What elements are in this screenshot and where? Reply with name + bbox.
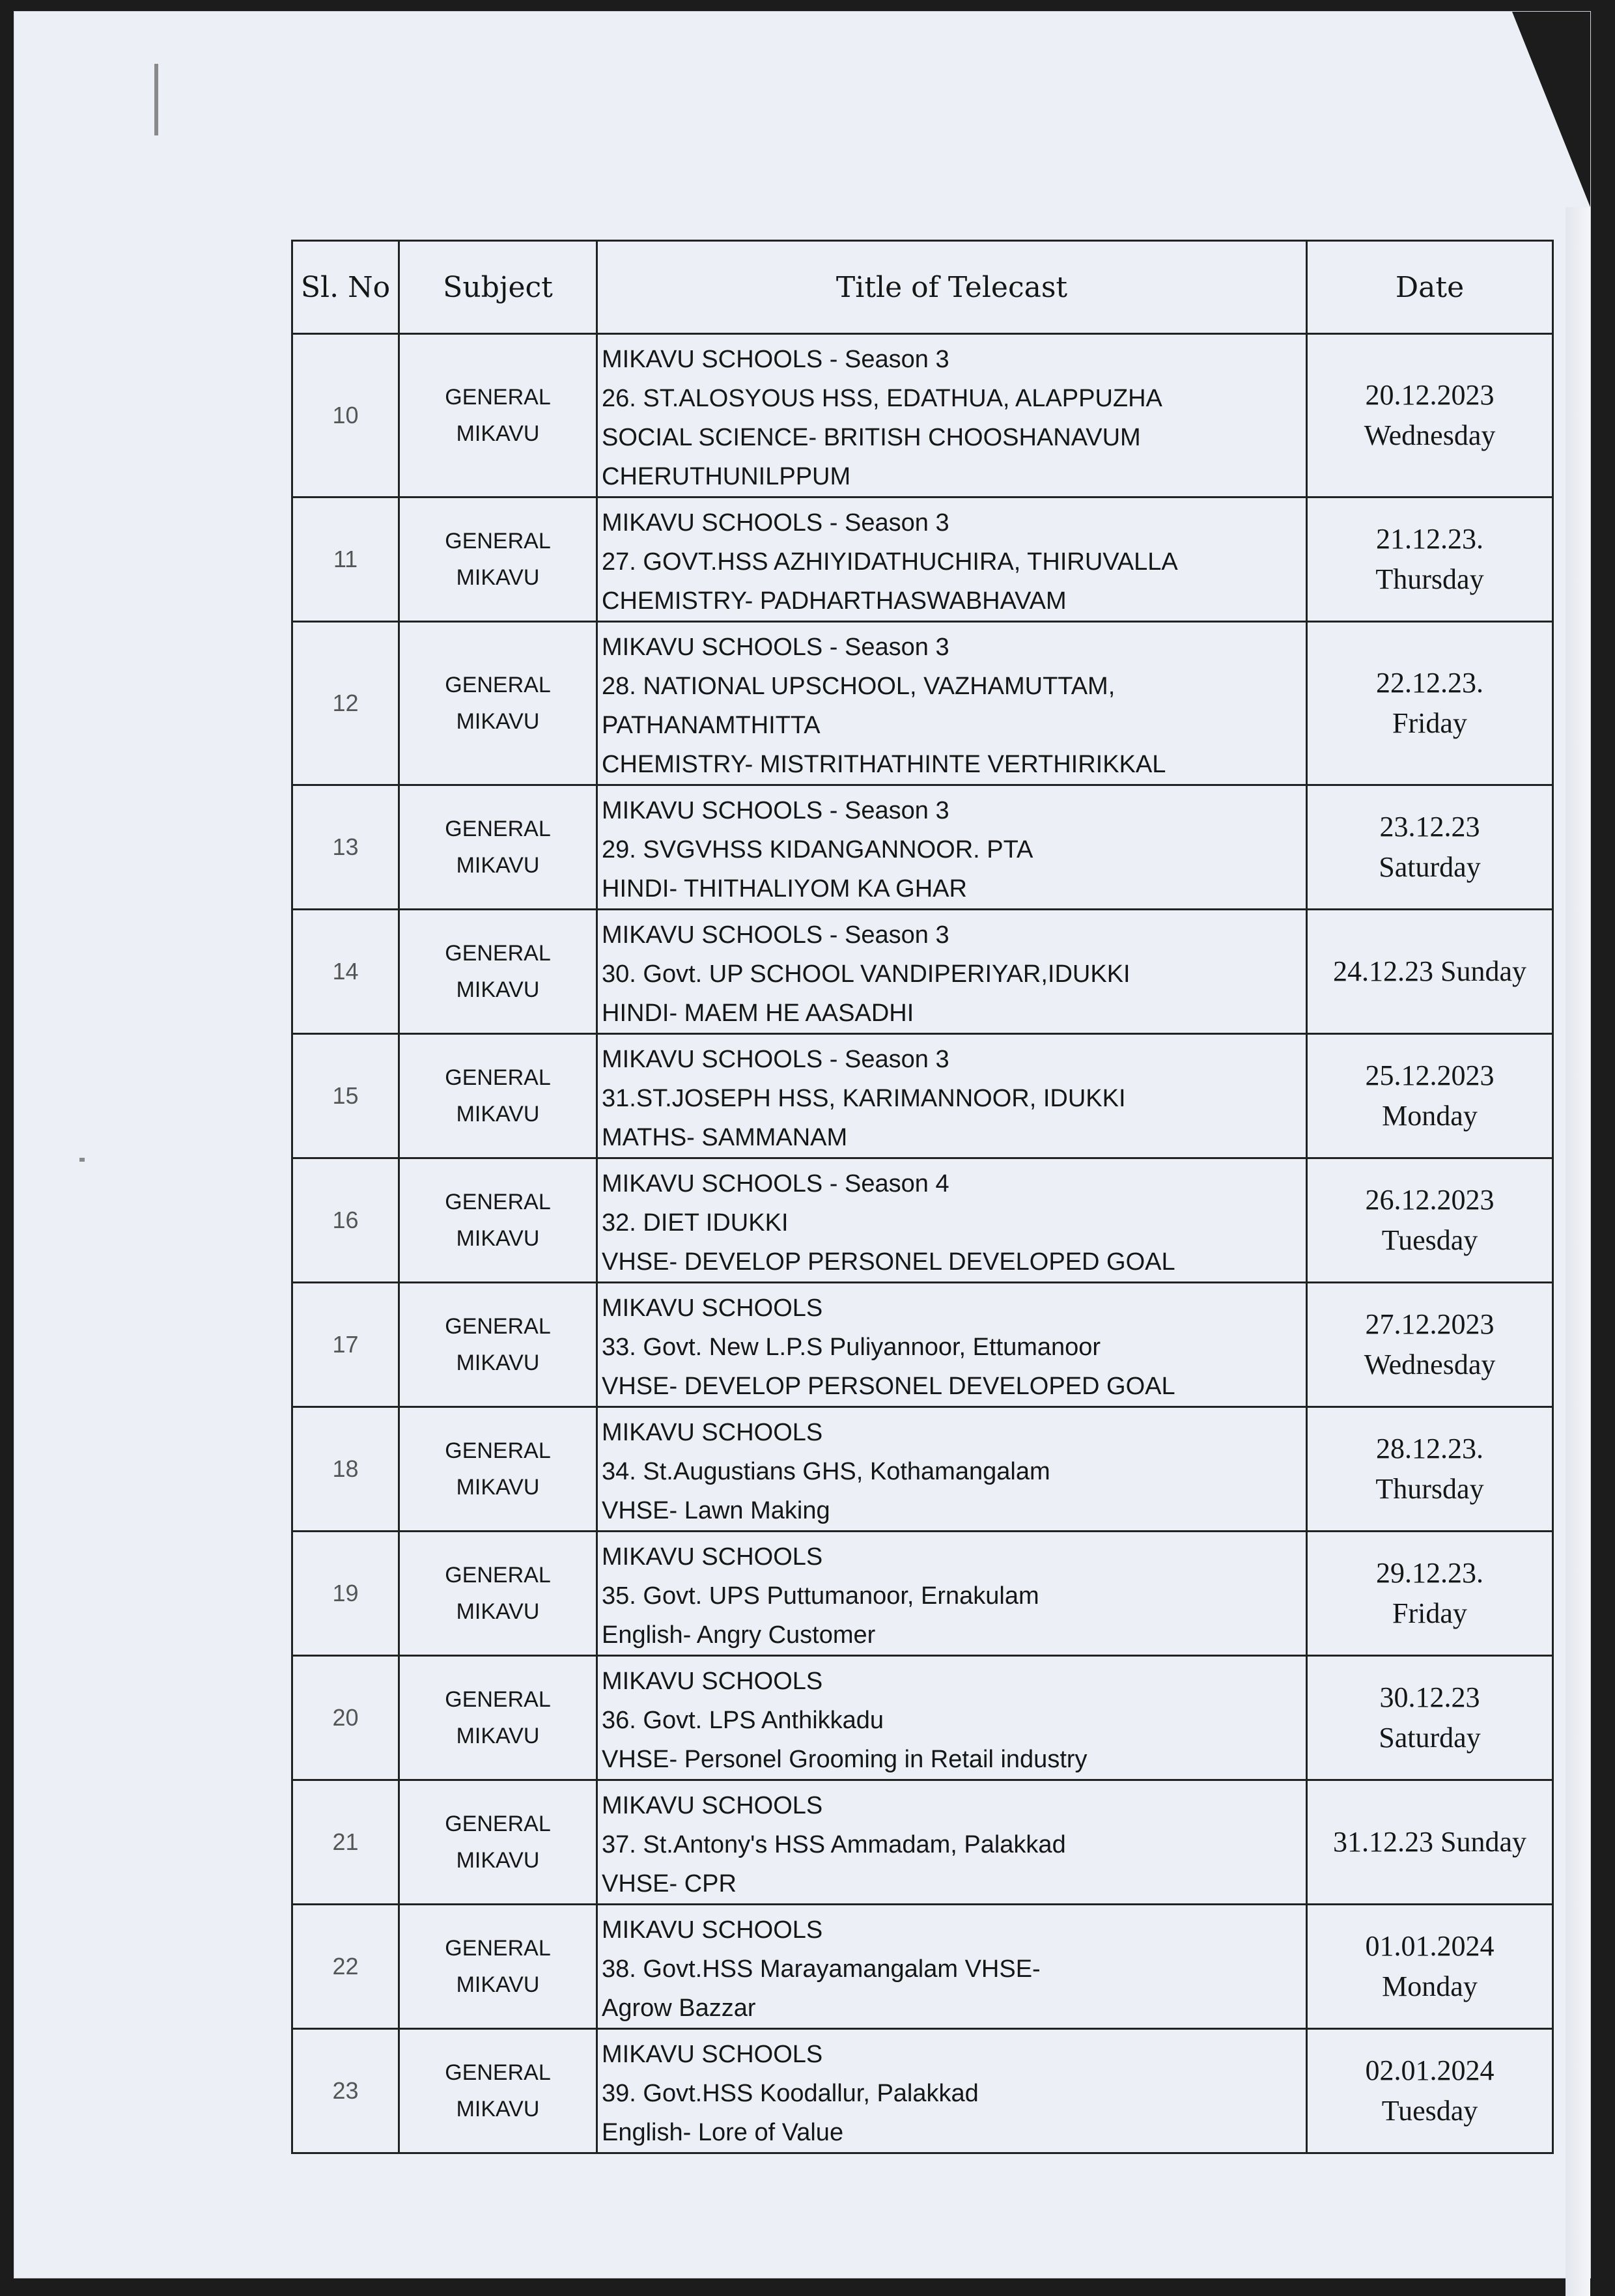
cell-date-line: 01.01.2024 bbox=[1365, 1930, 1495, 1962]
header-title: Title of Telecast bbox=[597, 241, 1307, 334]
table-row bbox=[292, 1407, 1553, 1532]
telecast-table-wrapper bbox=[291, 240, 1554, 2154]
cell-title-line: HINDI- THITHALIYOM KA GHAR bbox=[602, 875, 967, 903]
cell-title-line: 29. SVGVHSS KIDANGANNOOR. PTA bbox=[602, 836, 1033, 863]
cell-subject-line: GENERAL bbox=[445, 529, 551, 553]
cell-subject-line: MIKAVU bbox=[456, 1724, 540, 1748]
cell-title-line: 26. ST.ALOSYOUS HSS, EDATHUA, ALAPPUZHA bbox=[602, 385, 1162, 412]
cell-subject-line: GENERAL bbox=[445, 1812, 551, 1836]
table-row bbox=[292, 1034, 1553, 1158]
cell-title-line: VHSE- Personel Grooming in Retail industry bbox=[602, 1746, 1088, 1773]
cell-date-line: 25.12.2023 bbox=[1365, 1059, 1495, 1091]
cell-date-line: 23.12.23 bbox=[1379, 811, 1480, 843]
cell-date bbox=[1307, 1158, 1553, 1283]
cell-title-line: 27. GOVT.HSS AZHIYIDATHUCHIRA, THIRUVALLA bbox=[602, 548, 1178, 576]
page-edge-shadow bbox=[1566, 207, 1590, 2296]
table-row bbox=[292, 497, 1553, 622]
cell-title-line: MIKAVU SCHOOLS bbox=[602, 1419, 823, 1446]
cell-title-line: MIKAVU SCHOOLS bbox=[602, 1543, 823, 1571]
cell-title bbox=[597, 1656, 1307, 1780]
cell-subject-line: GENERAL bbox=[445, 673, 551, 697]
paper-sheet bbox=[14, 12, 1590, 2278]
cell-sl-no: 12 bbox=[292, 622, 399, 785]
cell-subject bbox=[399, 497, 597, 622]
cell-subject-line: GENERAL bbox=[445, 1438, 551, 1463]
cell-title-line: 34. St.Augustians GHS, Kothamangalam bbox=[602, 1458, 1050, 1485]
table-row bbox=[292, 910, 1553, 1034]
page-fold-corner bbox=[1512, 12, 1590, 207]
telecast-schedule-table bbox=[291, 240, 1554, 2154]
cell-title bbox=[597, 1532, 1307, 1656]
cell-title-line: MIKAVU SCHOOLS - Season 3 bbox=[602, 921, 949, 949]
cell-title-line: PATHANAMTHITTA bbox=[602, 712, 821, 739]
cell-title-line: MIKAVU SCHOOLS - Season 3 bbox=[602, 346, 949, 373]
cell-title-line: HINDI- MAEM HE AASADHI bbox=[602, 1000, 914, 1027]
cell-subject-line: GENERAL bbox=[445, 817, 551, 841]
cell-title bbox=[597, 497, 1307, 622]
cell-date bbox=[1307, 1656, 1553, 1780]
cell-title-line: VHSE- CPR bbox=[602, 1870, 737, 1897]
cell-title bbox=[597, 334, 1307, 497]
cell-date bbox=[1307, 1034, 1553, 1158]
cell-title bbox=[597, 1780, 1307, 1905]
cell-date-line: Friday bbox=[1392, 1597, 1467, 1629]
header-date: Date bbox=[1307, 241, 1553, 334]
cell-subject-line: GENERAL bbox=[445, 1065, 551, 1090]
scan-mark bbox=[79, 1158, 85, 1162]
table-row bbox=[292, 622, 1553, 785]
cell-title-line: CHEMISTRY- PADHARTHASWABHAVAM bbox=[602, 587, 1067, 615]
cell-subject bbox=[399, 1407, 597, 1532]
cell-date-line: 02.01.2024 bbox=[1365, 2054, 1495, 2086]
cell-date-line: 27.12.2023 bbox=[1365, 1308, 1495, 1340]
cell-date bbox=[1307, 497, 1553, 622]
cell-title bbox=[597, 2029, 1307, 2153]
cell-date bbox=[1307, 2029, 1553, 2153]
cell-title-line: MIKAVU SCHOOLS - Season 3 bbox=[602, 634, 949, 661]
cell-title bbox=[597, 785, 1307, 910]
cell-subject bbox=[399, 622, 597, 785]
cell-sl-no: 14 bbox=[292, 910, 399, 1034]
cell-subject-line: MIKAVU bbox=[456, 1102, 540, 1127]
cell-date-line: Monday bbox=[1382, 1970, 1478, 2002]
cell-date-line: 24.12.23 Sunday bbox=[1333, 955, 1526, 987]
cell-subject-line: GENERAL bbox=[445, 941, 551, 966]
cell-sl-no: 16 bbox=[292, 1158, 399, 1283]
cell-title-line: English- Lore of Value bbox=[602, 2119, 844, 2146]
cell-subject-line: MIKAVU bbox=[456, 1972, 540, 1997]
cell-subject-line: GENERAL bbox=[445, 385, 551, 410]
cell-date-line: 26.12.2023 bbox=[1365, 1184, 1495, 1216]
cell-title-line: MIKAVU SCHOOLS bbox=[602, 1668, 823, 1695]
cell-title-line: MATHS- SAMMANAM bbox=[602, 1124, 848, 1151]
cell-subject-line: GENERAL bbox=[445, 1687, 551, 1712]
cell-date bbox=[1307, 1780, 1553, 1905]
table-row bbox=[292, 1656, 1553, 1780]
cell-subject-line: MIKAVU bbox=[456, 977, 540, 1002]
table-row bbox=[292, 2029, 1553, 2153]
cell-subject-line: MIKAVU bbox=[456, 709, 540, 734]
cell-title-line: 38. Govt.HSS Marayamangalam VHSE- bbox=[602, 1955, 1041, 1983]
cell-subject-line: GENERAL bbox=[445, 1563, 551, 1588]
table-row bbox=[292, 785, 1553, 910]
cell-subject-line: MIKAVU bbox=[456, 2097, 540, 2121]
table-body bbox=[292, 334, 1553, 2153]
cell-date-line: 22.12.23. bbox=[1376, 667, 1483, 699]
cell-title-line: SOCIAL SCIENCE- BRITISH CHOOSHANAVUM bbox=[602, 424, 1141, 451]
cell-date bbox=[1307, 1283, 1553, 1407]
table-row bbox=[292, 334, 1553, 497]
cell-title-line: MIKAVU SCHOOLS - Season 3 bbox=[602, 1046, 949, 1073]
scan-mark bbox=[154, 64, 158, 135]
cell-title-line: CHEMISTRY- MISTRITHATHINTE VERTHIRIKKAL bbox=[602, 751, 1166, 778]
cell-title bbox=[597, 1407, 1307, 1532]
cell-title bbox=[597, 1034, 1307, 1158]
cell-subject bbox=[399, 1034, 597, 1158]
cell-subject-line: MIKAVU bbox=[456, 565, 540, 590]
cell-sl-no: 13 bbox=[292, 785, 399, 910]
cell-title-line: English- Angry Customer bbox=[602, 1621, 876, 1649]
cell-sl-no: 21 bbox=[292, 1780, 399, 1905]
cell-date bbox=[1307, 1905, 1553, 2029]
cell-date bbox=[1307, 1532, 1553, 1656]
cell-date-line: Thursday bbox=[1375, 1473, 1484, 1505]
cell-title-line: MIKAVU SCHOOLS bbox=[602, 1295, 823, 1322]
table-row bbox=[292, 1780, 1553, 1905]
cell-title-line: 37. St.Antony's HSS Ammadam, Palakkad bbox=[602, 1831, 1066, 1858]
cell-date-line: Saturday bbox=[1379, 1722, 1481, 1754]
cell-subject-line: GENERAL bbox=[445, 1936, 551, 1961]
cell-subject bbox=[399, 1532, 597, 1656]
cell-subject-line: GENERAL bbox=[445, 2060, 551, 2085]
cell-date-line: Friday bbox=[1392, 707, 1467, 739]
cell-title-line: MIKAVU SCHOOLS bbox=[602, 1792, 823, 1819]
cell-sl-no: 17 bbox=[292, 1283, 399, 1407]
cell-title bbox=[597, 1158, 1307, 1283]
cell-title-line: 33. Govt. New L.P.S Puliyannoor, Ettumanoor bbox=[602, 1334, 1101, 1361]
cell-date-line: Wednesday bbox=[1364, 1349, 1496, 1380]
cell-sl-no: 15 bbox=[292, 1034, 399, 1158]
cell-title-line: 30. Govt. UP SCHOOL VANDIPERIYAR,IDUKKI bbox=[602, 960, 1130, 988]
cell-title-line: 35. Govt. UPS Puttumanoor, Ernakulam bbox=[602, 1582, 1039, 1610]
cell-title-line: CHERUTHUNILPPUM bbox=[602, 463, 851, 490]
cell-sl-no: 18 bbox=[292, 1407, 399, 1532]
cell-title-line: 28. NATIONAL UPSCHOOL, VAZHAMUTTAM, bbox=[602, 673, 1116, 700]
cell-title-line: VHSE- DEVELOP PERSONEL DEVELOPED GOAL bbox=[602, 1248, 1175, 1276]
header-subject: Subject bbox=[399, 241, 597, 334]
cell-date-line: Tuesday bbox=[1381, 2095, 1478, 2127]
cell-date-line: 30.12.23 bbox=[1379, 1681, 1480, 1713]
table-row bbox=[292, 1905, 1553, 2029]
cell-title-line: 31.ST.JOSEPH HSS, KARIMANNOOR, IDUKKI bbox=[602, 1085, 1126, 1112]
cell-date bbox=[1307, 910, 1553, 1034]
cell-title-line: VHSE- Lawn Making bbox=[602, 1497, 830, 1524]
cell-sl-no: 23 bbox=[292, 2029, 399, 2153]
cell-title-line: VHSE- DEVELOP PERSONEL DEVELOPED GOAL bbox=[602, 1373, 1175, 1400]
cell-subject bbox=[399, 334, 597, 497]
cell-date-line: 20.12.2023 bbox=[1365, 379, 1495, 411]
cell-subject-line: MIKAVU bbox=[456, 1475, 540, 1500]
cell-subject bbox=[399, 1656, 597, 1780]
cell-sl-no: 10 bbox=[292, 334, 399, 497]
cell-subject bbox=[399, 1158, 597, 1283]
cell-title bbox=[597, 1905, 1307, 2029]
cell-title-line: MIKAVU SCHOOLS - Season 3 bbox=[602, 797, 949, 824]
table-row bbox=[292, 1158, 1553, 1283]
cell-title bbox=[597, 622, 1307, 785]
cell-sl-no: 19 bbox=[292, 1532, 399, 1656]
table-row bbox=[292, 1532, 1553, 1656]
table-row bbox=[292, 1283, 1553, 1407]
cell-date bbox=[1307, 334, 1553, 497]
header-sl-no: Sl. No bbox=[292, 241, 399, 334]
cell-title-line: 36. Govt. LPS Anthikkadu bbox=[602, 1707, 884, 1734]
cell-subject bbox=[399, 785, 597, 910]
cell-sl-no: 22 bbox=[292, 1905, 399, 2029]
cell-subject bbox=[399, 1780, 597, 1905]
cell-subject-line: MIKAVU bbox=[456, 1599, 540, 1624]
cell-date-line: 29.12.23. bbox=[1376, 1557, 1483, 1589]
cell-sl-no: 11 bbox=[292, 497, 399, 622]
cell-title bbox=[597, 910, 1307, 1034]
cell-date bbox=[1307, 1407, 1553, 1532]
cell-subject bbox=[399, 910, 597, 1034]
cell-title-line: 39. Govt.HSS Koodallur, Palakkad bbox=[602, 2080, 979, 2107]
cell-subject-line: MIKAVU bbox=[456, 421, 540, 446]
cell-title-line: 32. DIET IDUKKI bbox=[602, 1209, 789, 1237]
cell-title-line: MIKAVU SCHOOLS bbox=[602, 1916, 823, 1944]
cell-subject-line: MIKAVU bbox=[456, 1226, 540, 1251]
cell-date-line: Monday bbox=[1382, 1100, 1478, 1132]
cell-date-line: 28.12.23. bbox=[1376, 1433, 1483, 1464]
cell-subject bbox=[399, 1283, 597, 1407]
cell-title bbox=[597, 1283, 1307, 1407]
cell-title-line: MIKAVU SCHOOLS - Season 3 bbox=[602, 509, 949, 537]
cell-subject-line: MIKAVU bbox=[456, 853, 540, 878]
cell-subject-line: MIKAVU bbox=[456, 1848, 540, 1873]
cell-subject-line: GENERAL bbox=[445, 1314, 551, 1339]
cell-subject-line: GENERAL bbox=[445, 1190, 551, 1214]
cell-title-line: MIKAVU SCHOOLS bbox=[602, 2041, 823, 2068]
cell-date-line: Wednesday bbox=[1364, 419, 1496, 451]
cell-subject bbox=[399, 2029, 597, 2153]
cell-date-line: Tuesday bbox=[1381, 1224, 1478, 1256]
table-header-row bbox=[292, 241, 1553, 334]
cell-date-line: Thursday bbox=[1375, 563, 1484, 595]
cell-title-line: MIKAVU SCHOOLS - Season 4 bbox=[602, 1170, 949, 1197]
cell-date bbox=[1307, 785, 1553, 910]
cell-title-line: Agrow Bazzar bbox=[602, 1995, 756, 2022]
cell-date-line: Saturday bbox=[1379, 851, 1481, 883]
cell-date bbox=[1307, 622, 1553, 785]
cell-subject-line: MIKAVU bbox=[456, 1351, 540, 1375]
cell-subject bbox=[399, 1905, 597, 2029]
cell-sl-no: 20 bbox=[292, 1656, 399, 1780]
cell-date-line: 21.12.23. bbox=[1376, 523, 1483, 555]
cell-date-line: 31.12.23 Sunday bbox=[1333, 1826, 1526, 1858]
